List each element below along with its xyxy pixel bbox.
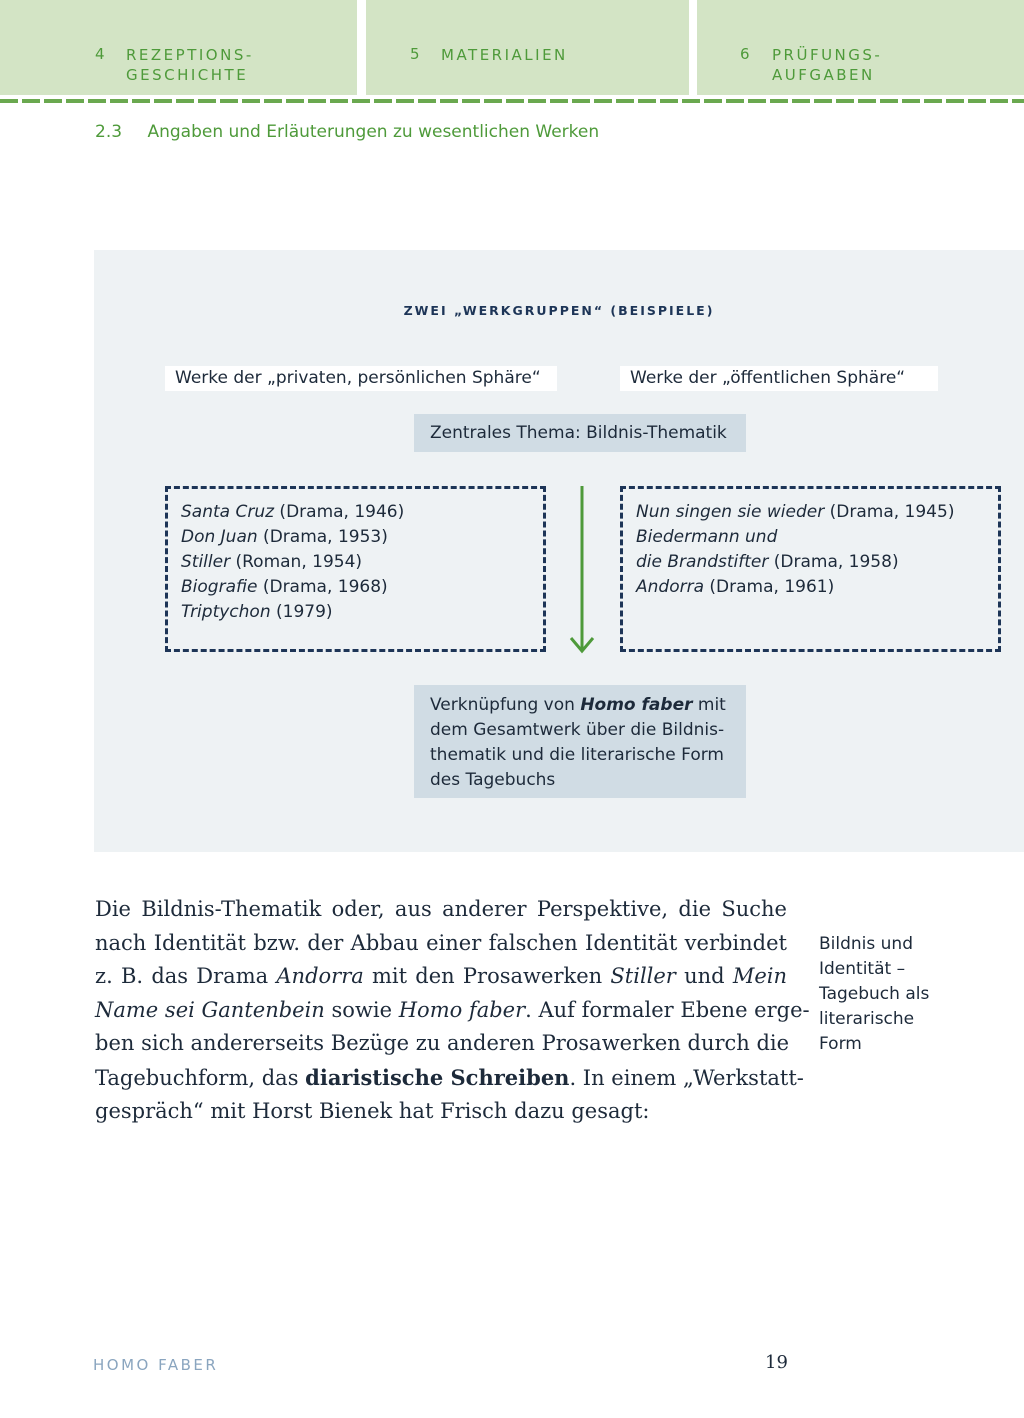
work-item: Andorra (Drama, 1961)	[636, 577, 835, 597]
tab-number: 5	[410, 45, 423, 63]
body-line: Name sei Gantenbein sowie Homo faber. Auf formaler Ebene erge-	[95, 997, 810, 1022]
margin-note-line: literarische	[819, 1009, 915, 1029]
private-sphere-label: Werke der „privaten, persönlichen Sphäre“	[165, 366, 557, 391]
down-arrow-icon	[569, 486, 595, 656]
public-sphere-label: Werke der „öffentlichen Sphäre“	[620, 366, 938, 391]
section-number: 2.3	[95, 122, 123, 142]
work-item: Biografie (Drama, 1968)	[181, 577, 388, 597]
section-header	[95, 122, 599, 142]
tab-label: REZEPTIONS- GESCHICHTE	[126, 46, 254, 84]
margin-note	[819, 932, 969, 1057]
work-item: Don Juan (Drama, 1953)	[181, 527, 388, 547]
tab-label: PRÜFUNGS- AUFGABEN	[772, 46, 883, 84]
public-works-box	[620, 486, 1001, 652]
work-item: Biedermann und	[636, 527, 778, 547]
body-line: nach Identität bzw. der Abbau einer falschen Identität verbindet	[95, 930, 787, 955]
work-item: die Brandstifter (Drama, 1958)	[636, 552, 899, 572]
body-line: Die Bildnis-Thematik oder, aus anderer Perspektive, die Suche	[95, 897, 787, 921]
body-line: Tagebuchform, das diaristische Schreiben. In einem „Werkstatt-	[95, 1064, 804, 1090]
work-item: Triptychon (1979)	[181, 602, 333, 622]
body-line: gespräch“ mit Horst Bienek hat Frisch dazu gesagt:	[95, 1099, 650, 1123]
link-homo-faber-box: Verknüpfung von Homo faber mit dem Gesamtwerk über die Bildnisthematik und die literarische Form des Tagebuchs	[414, 685, 746, 798]
margin-note-line: Identität –	[819, 959, 906, 979]
margin-note-line: Tagebuch als	[819, 984, 930, 1004]
body-line: ben sich andererseits Bezüge zu anderen Prosawerken durch die	[95, 1031, 790, 1055]
section-title: Angaben und Erläuterungen zu wesentlichen Werken	[147, 122, 600, 142]
tab-label: MATERIALIEN	[441, 46, 568, 64]
werkgruppen-diagram	[94, 250, 1024, 852]
work-item: Santa Cruz (Drama, 1946)	[181, 502, 405, 522]
nav-tab-rezeptionsgeschichte[interactable]	[0, 0, 357, 95]
diagram-title: ZWEI „WERKGRUPPEN“ (BEISPIELE)	[403, 303, 715, 318]
central-theme-box: Zentrales Thema: Bildnis-Thematik	[414, 414, 746, 452]
page-number: 19	[765, 1352, 788, 1373]
tab-number: 6	[740, 45, 753, 63]
nav-tab-materialien[interactable]	[366, 0, 689, 95]
header-divider	[0, 99, 1024, 103]
work-item: Nun singen sie wieder (Drama, 1945)	[636, 502, 955, 522]
body-line: z. B. das Drama Andorra mit den Prosawerken Stiller und Mein	[95, 964, 787, 988]
tab-number: 4	[95, 45, 108, 63]
nav-tab-pruefungsaufgaben[interactable]	[697, 0, 1024, 95]
body-paragraph	[95, 893, 810, 1129]
private-works-box	[165, 486, 546, 652]
margin-note-line: Form	[819, 1034, 862, 1054]
work-item: Stiller (Roman, 1954)	[181, 552, 363, 572]
margin-note-line: Bildnis und	[819, 934, 913, 954]
footer-book-title: HOMO FABER	[93, 1356, 219, 1374]
